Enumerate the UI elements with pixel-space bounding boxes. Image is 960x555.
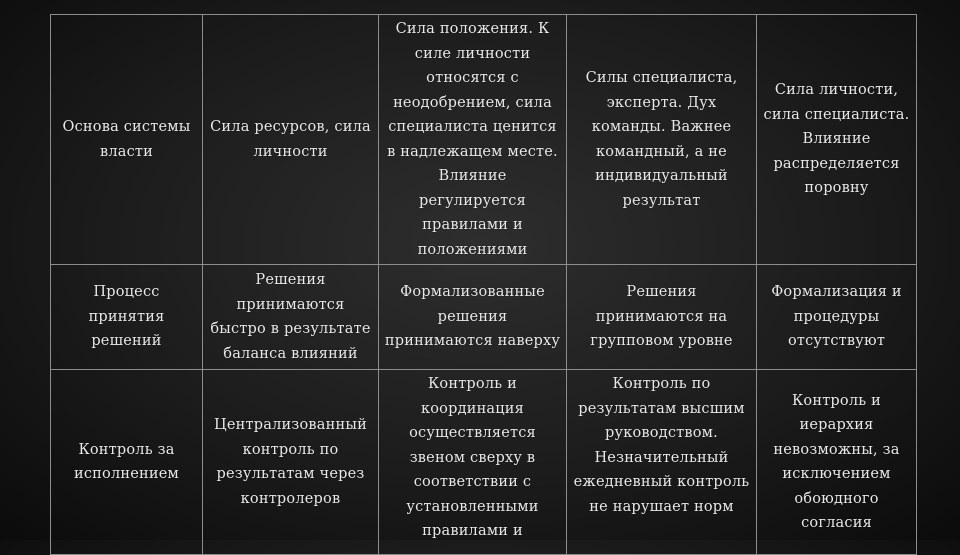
table-cell: Контроль по результатам высшим руководством. Незначительный ежедневный контроль не нарушает норм [567, 370, 757, 555]
table-cell: Сила ресурсов, сила личности [203, 15, 379, 265]
table-cell: Контроль и координация осуществляется звеном сверху в соответствии с установленными правилами и [379, 370, 567, 555]
table-row [51, 370, 917, 555]
culture-comparison-table [50, 14, 917, 555]
table-cell: Силы специалиста, эксперта. Дух команды. Важнее командный, а не индивидуальный результат [567, 15, 757, 265]
table-cell: Сила личности, сила специалиста. Влияние распределяется поровну [757, 15, 917, 265]
table-cell: Формализация и процедуры отсутствуют [757, 265, 917, 370]
table-row [51, 265, 917, 370]
table-cell: Формализованные решения принимаются наверху [379, 265, 567, 370]
row-header-decision-process: Процесс принятия решений [51, 265, 203, 370]
table-cell: Решения принимаются на групповом уровне [567, 265, 757, 370]
row-header-execution-control: Контроль за исполнением [51, 370, 203, 555]
table-cell: Централизованный контроль по результатам через контролеров [203, 370, 379, 555]
table-row [51, 15, 917, 265]
table-cell: Контроль и иерархия невозможны, за исключением обоюдного согласия [757, 370, 917, 555]
table-cell: Сила положения. К силе личности относятся с неодобрением, сила специалиста ценится в надлежащем месте. Влияние регулируется правилами и положениями [379, 15, 567, 265]
row-header-power-basis: Основа системы власти [51, 15, 203, 265]
table-cell: Решения принимаются быстро в результате баланса влияний [203, 265, 379, 370]
